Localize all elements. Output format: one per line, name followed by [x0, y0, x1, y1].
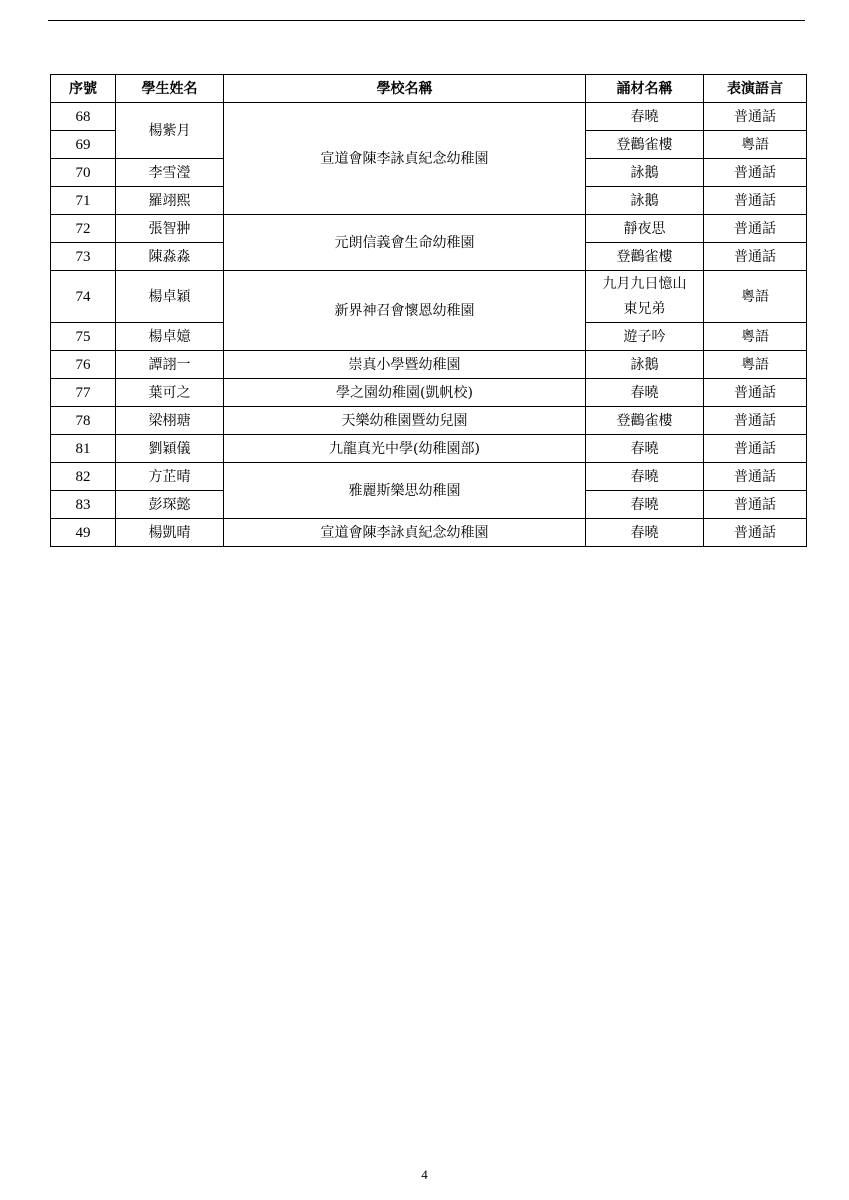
student-name-cell: 楊卓嬑 — [116, 323, 224, 351]
poem-cell: 詠鵝 — [586, 187, 704, 215]
student-name-cell: 張智翀 — [116, 215, 224, 243]
table-row — [51, 463, 807, 491]
serial-cell: 77 — [51, 379, 116, 407]
language-cell: 普通話 — [704, 103, 807, 131]
school-name-cell: 學之園幼稚園(凱帆校) — [224, 379, 586, 407]
header-serial: 序號 — [51, 75, 116, 103]
header-school-name: 學校名稱 — [224, 75, 586, 103]
school-name-cell: 天樂幼稚園暨幼兒園 — [224, 407, 586, 435]
serial-cell: 74 — [51, 271, 116, 323]
school-name-cell: 雅麗斯樂思幼稚園 — [224, 463, 586, 519]
student-name-cell: 葉可之 — [116, 379, 224, 407]
table-row — [51, 435, 807, 463]
student-name-cell: 陳淼淼 — [116, 243, 224, 271]
student-name-cell: 彭琛懿 — [116, 491, 224, 519]
language-cell: 普通話 — [704, 407, 807, 435]
table-row — [51, 271, 807, 323]
language-cell: 普通話 — [704, 463, 807, 491]
serial-cell: 81 — [51, 435, 116, 463]
school-name-cell: 新界神召會懷恩幼稚園 — [224, 271, 586, 351]
student-name-cell: 羅翊熙 — [116, 187, 224, 215]
serial-cell: 71 — [51, 187, 116, 215]
page-number: 4 — [421, 1167, 428, 1182]
serial-cell: 69 — [51, 131, 116, 159]
student-name-cell: 李雪瀅 — [116, 159, 224, 187]
table-row — [51, 351, 807, 379]
language-cell: 普通話 — [704, 491, 807, 519]
serial-cell: 78 — [51, 407, 116, 435]
poem-cell: 春曉 — [586, 491, 704, 519]
serial-cell: 73 — [51, 243, 116, 271]
poem-cell: 靜夜思 — [586, 215, 704, 243]
serial-cell: 70 — [51, 159, 116, 187]
poem-cell: 春曉 — [586, 379, 704, 407]
language-cell: 普通話 — [704, 215, 807, 243]
language-cell: 普通話 — [704, 187, 807, 215]
language-cell: 粵語 — [704, 271, 807, 323]
serial-cell: 68 — [51, 103, 116, 131]
table-row — [51, 407, 807, 435]
language-cell: 普通話 — [704, 243, 807, 271]
student-name-cell: 方芷晴 — [116, 463, 224, 491]
serial-cell: 76 — [51, 351, 116, 379]
student-name-cell: 梁栩瑭 — [116, 407, 224, 435]
poem-cell: 登鸛雀樓 — [586, 243, 704, 271]
table-header-row — [51, 75, 807, 103]
table-row — [51, 519, 807, 547]
school-name-cell: 宣道會陳李詠貞紀念幼稚園 — [224, 519, 586, 547]
poem-cell: 春曉 — [586, 435, 704, 463]
language-cell: 粵語 — [704, 131, 807, 159]
school-name-cell: 元朗信義會生命幼稚園 — [224, 215, 586, 271]
language-cell: 普通話 — [704, 519, 807, 547]
poem-cell: 詠鵝 — [586, 159, 704, 187]
header-student-name: 學生姓名 — [116, 75, 224, 103]
language-cell: 粵語 — [704, 323, 807, 351]
header-rule — [48, 20, 805, 21]
header-poem-title: 誦材名稱 — [586, 75, 704, 103]
language-cell: 普通話 — [704, 435, 807, 463]
student-name-cell: 譚詡一 — [116, 351, 224, 379]
header-language: 表演語言 — [704, 75, 807, 103]
table-row — [51, 215, 807, 243]
language-cell: 普通話 — [704, 159, 807, 187]
student-name-cell: 楊凱晴 — [116, 519, 224, 547]
table-row — [51, 103, 807, 131]
student-name-cell: 劉穎儀 — [116, 435, 224, 463]
student-name-cell: 楊卓穎 — [116, 271, 224, 323]
poem-cell: 登鸛雀樓 — [586, 131, 704, 159]
poem-cell: 登鸛雀樓 — [586, 407, 704, 435]
serial-cell: 49 — [51, 519, 116, 547]
student-name-cell: 楊紫月 — [116, 103, 224, 159]
roster-table — [50, 74, 807, 547]
serial-cell: 83 — [51, 491, 116, 519]
serial-cell: 82 — [51, 463, 116, 491]
serial-cell: 75 — [51, 323, 116, 351]
poem-cell: 春曉 — [586, 463, 704, 491]
school-name-cell: 宣道會陳李詠貞紀念幼稚園 — [224, 103, 586, 215]
poem-cell: 詠鵝 — [586, 351, 704, 379]
poem-cell: 九月九日憶山東兄弟 — [586, 271, 704, 323]
poem-cell: 春曉 — [586, 519, 704, 547]
language-cell: 粵語 — [704, 351, 807, 379]
poem-cell: 春曉 — [586, 103, 704, 131]
table-row — [51, 379, 807, 407]
language-cell: 普通話 — [704, 379, 807, 407]
serial-cell: 72 — [51, 215, 116, 243]
school-name-cell: 崇真小學暨幼稚園 — [224, 351, 586, 379]
school-name-cell: 九龍真光中學(幼稚園部) — [224, 435, 586, 463]
poem-cell: 遊子吟 — [586, 323, 704, 351]
